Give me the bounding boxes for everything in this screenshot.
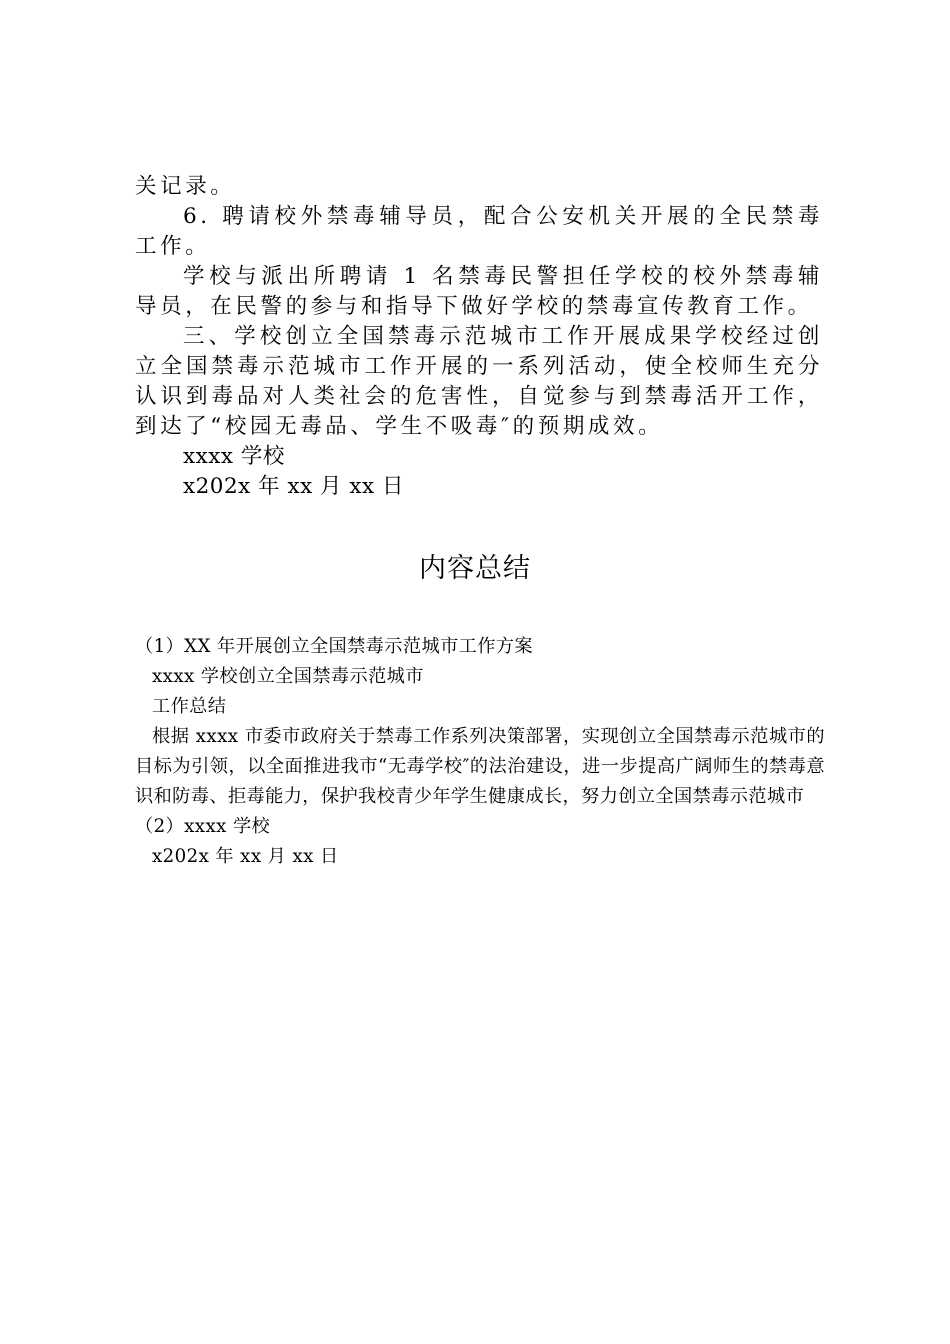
signature-date: x202x 年 xx 月 xx 日 [183, 474, 404, 499]
summary-work-title: 工作总结 [152, 696, 227, 717]
summary-heading: 内容总结 [419, 553, 531, 584]
summary-paragraph: 根据 xxxx 市委市政府关于禁毒工作系列决策部署，实现创立全国禁毒示范城市的目标为引领，以全面推进我市“无毒学校″的法治建设，进一步提高广阔师生的禁毒意识和防毒、拒毒能力，保护我校青少年学生健康成长，努力创立全国禁毒示范城市 [135, 726, 825, 807]
summary-date: x202x 年 xx 月 xx 日 [152, 846, 339, 867]
signature-school: xxxx 学校 [183, 444, 285, 469]
document-body [135, 172, 823, 502]
summary-section [135, 632, 825, 872]
summary-item-2: （2）xxxx 学校 [135, 816, 271, 837]
summary-school-title: xxxx 学校创立全国禁毒示范城市 [152, 666, 424, 687]
paragraph-item-6: 6. 聘请校外禁毒辅导员，配合公安机关开展的全民禁毒工作。 [135, 204, 823, 259]
paragraph-record-end: 关记录。 [135, 174, 236, 199]
paragraph-police-counselor: 学校与派出所聘请 1 名禁毒民警担任学校的校外禁毒辅导员，在民警的参与和指导下做好学校的禁毒宣传教育工作。 [135, 264, 823, 319]
summary-item-1: （1）XX 年开展创立全国禁毒示范城市工作方案 [135, 636, 534, 657]
paragraph-results: 三、学校创立全国禁毒示范城市工作开展成果学校经过创立全国禁毒示范城市工作开展的一系列活动，使全校师生充分认识到毒品对人类社会的危害性，自觉参与到禁毒活开工作，到达了“校园无毒品、学生不吸毒″的预期成效。 [135, 324, 823, 439]
